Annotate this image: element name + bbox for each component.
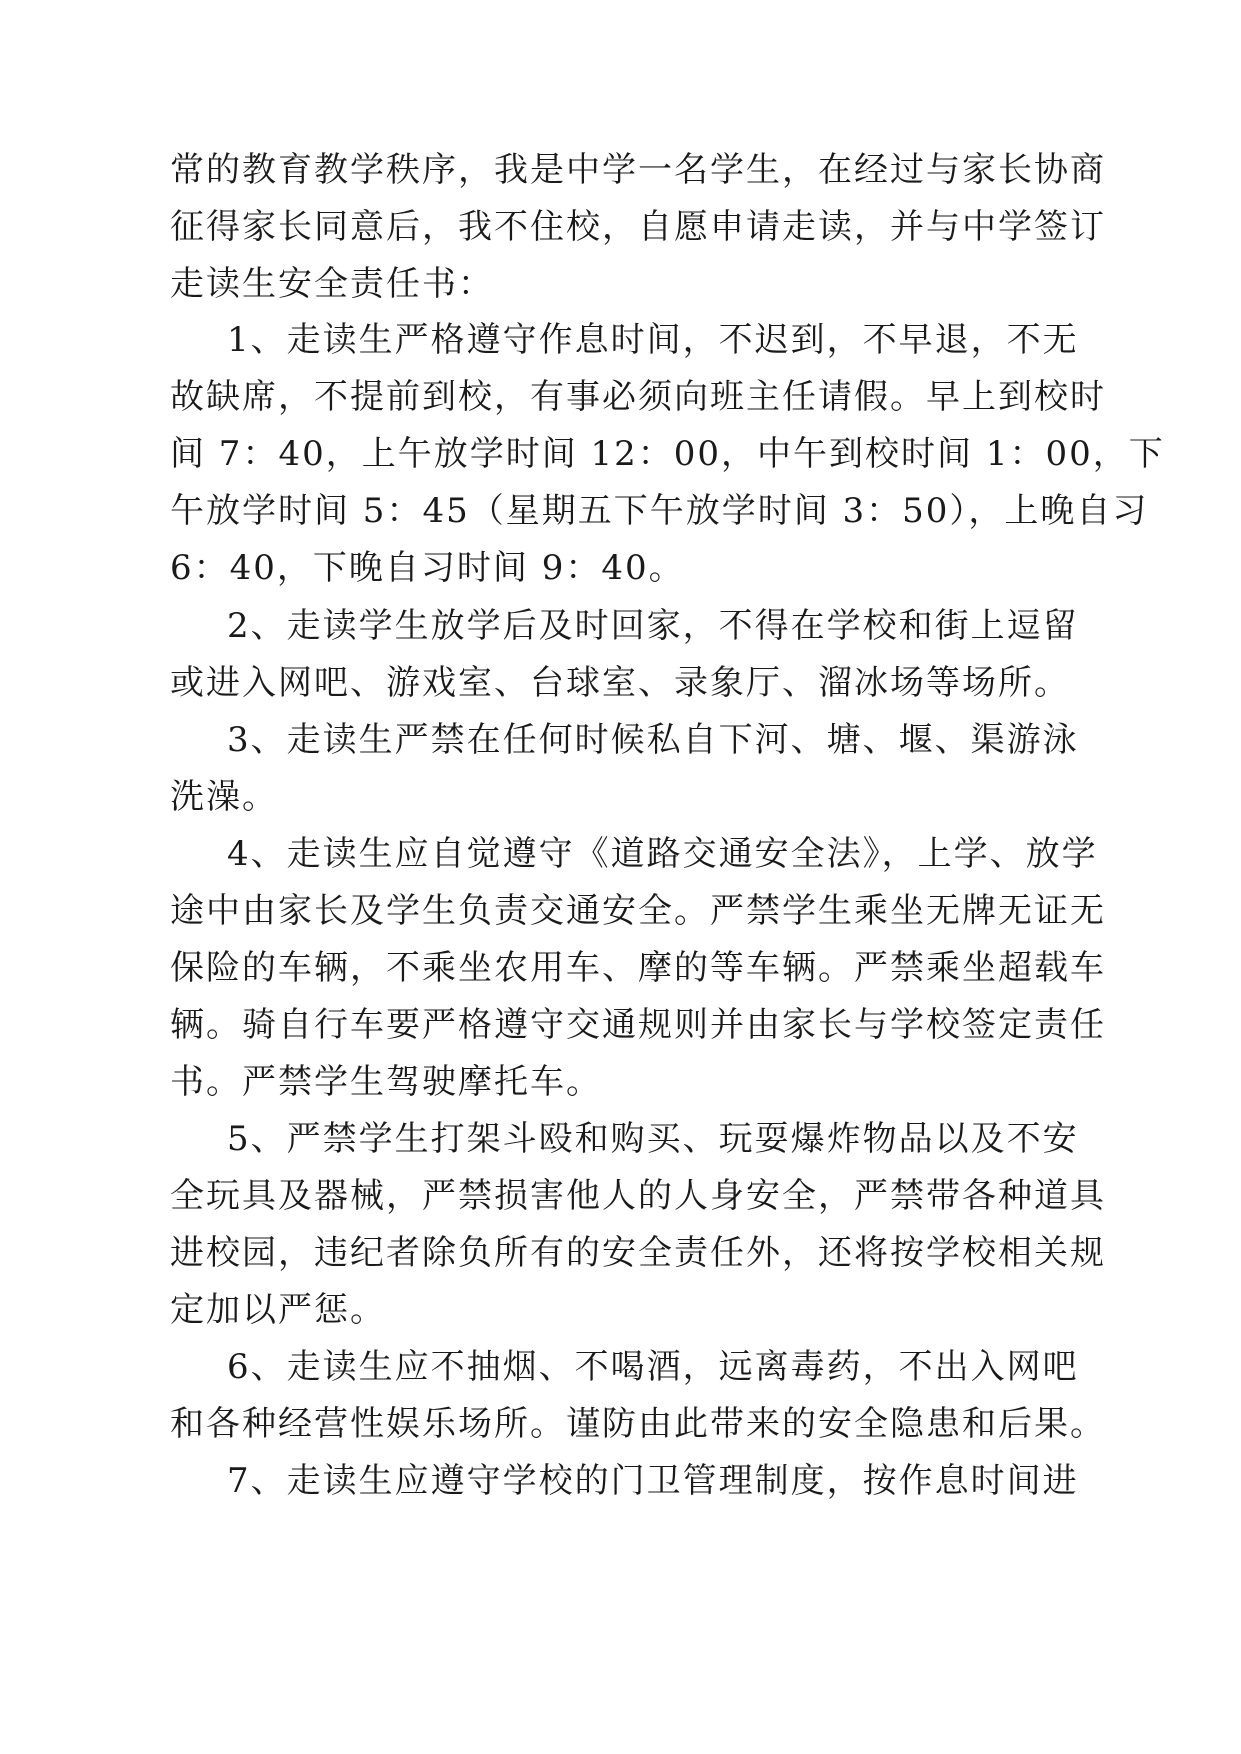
- document-page: 常的教育教学秩序，我是中学一名学生，在经过与家长协商 征得家长同意后，我不住校，自愿申请走读，并与中学签订 走读生安全责任书： 1、走读生严格遵守作息时间，不迟到，不早退，不无 故缺席，不提前到校，有事必须向班主任请假。早上到校时 间 7：40，上午放学时间 12：00，中午到校时间 1：00，下 午放学时间 5：45（星期五下午放学时间 3：50），上晚自习 6：40，下晚自习时间 9：40。 2、走读学生放学后及时回家，不得在学校和街上逗留 或进入网吧、游戏室、台球室、录象厅、溜冰场等场所。 3、走读生严禁在任何时候私自下河、塘、堰、渠游泳 洗澡。 4、走读生应自觉遵守《道路交通安全法》，上学、放学 途中由家长及学生负责交通安全。严禁学生乘坐无牌无证无 保险的车辆，不乘坐农用车、摩的等车辆。严禁乘坐超载车 辆。骑自行车要严格遵守交通规则并由家长与学校签定责任 书。严禁学生驾驶摩托车。 5、严禁学生打架斗殴和购买、玩耍爆炸物品以及不安 全玩具及器械，严禁损害他人的人身安全，严禁带各种道具 进校园，违纪者除负所有的安全责任外，还将按学校相关规 定加以严惩。 6、走读生应不抽烟、不喝酒，远离毒药，不出入网吧 和各种经营性娱乐场所。谨防由此带来的安全隐患和后果。 7、走读生应遵守学校的门卫管理制度，按作息时间进: [0, 0, 1241, 1754]
